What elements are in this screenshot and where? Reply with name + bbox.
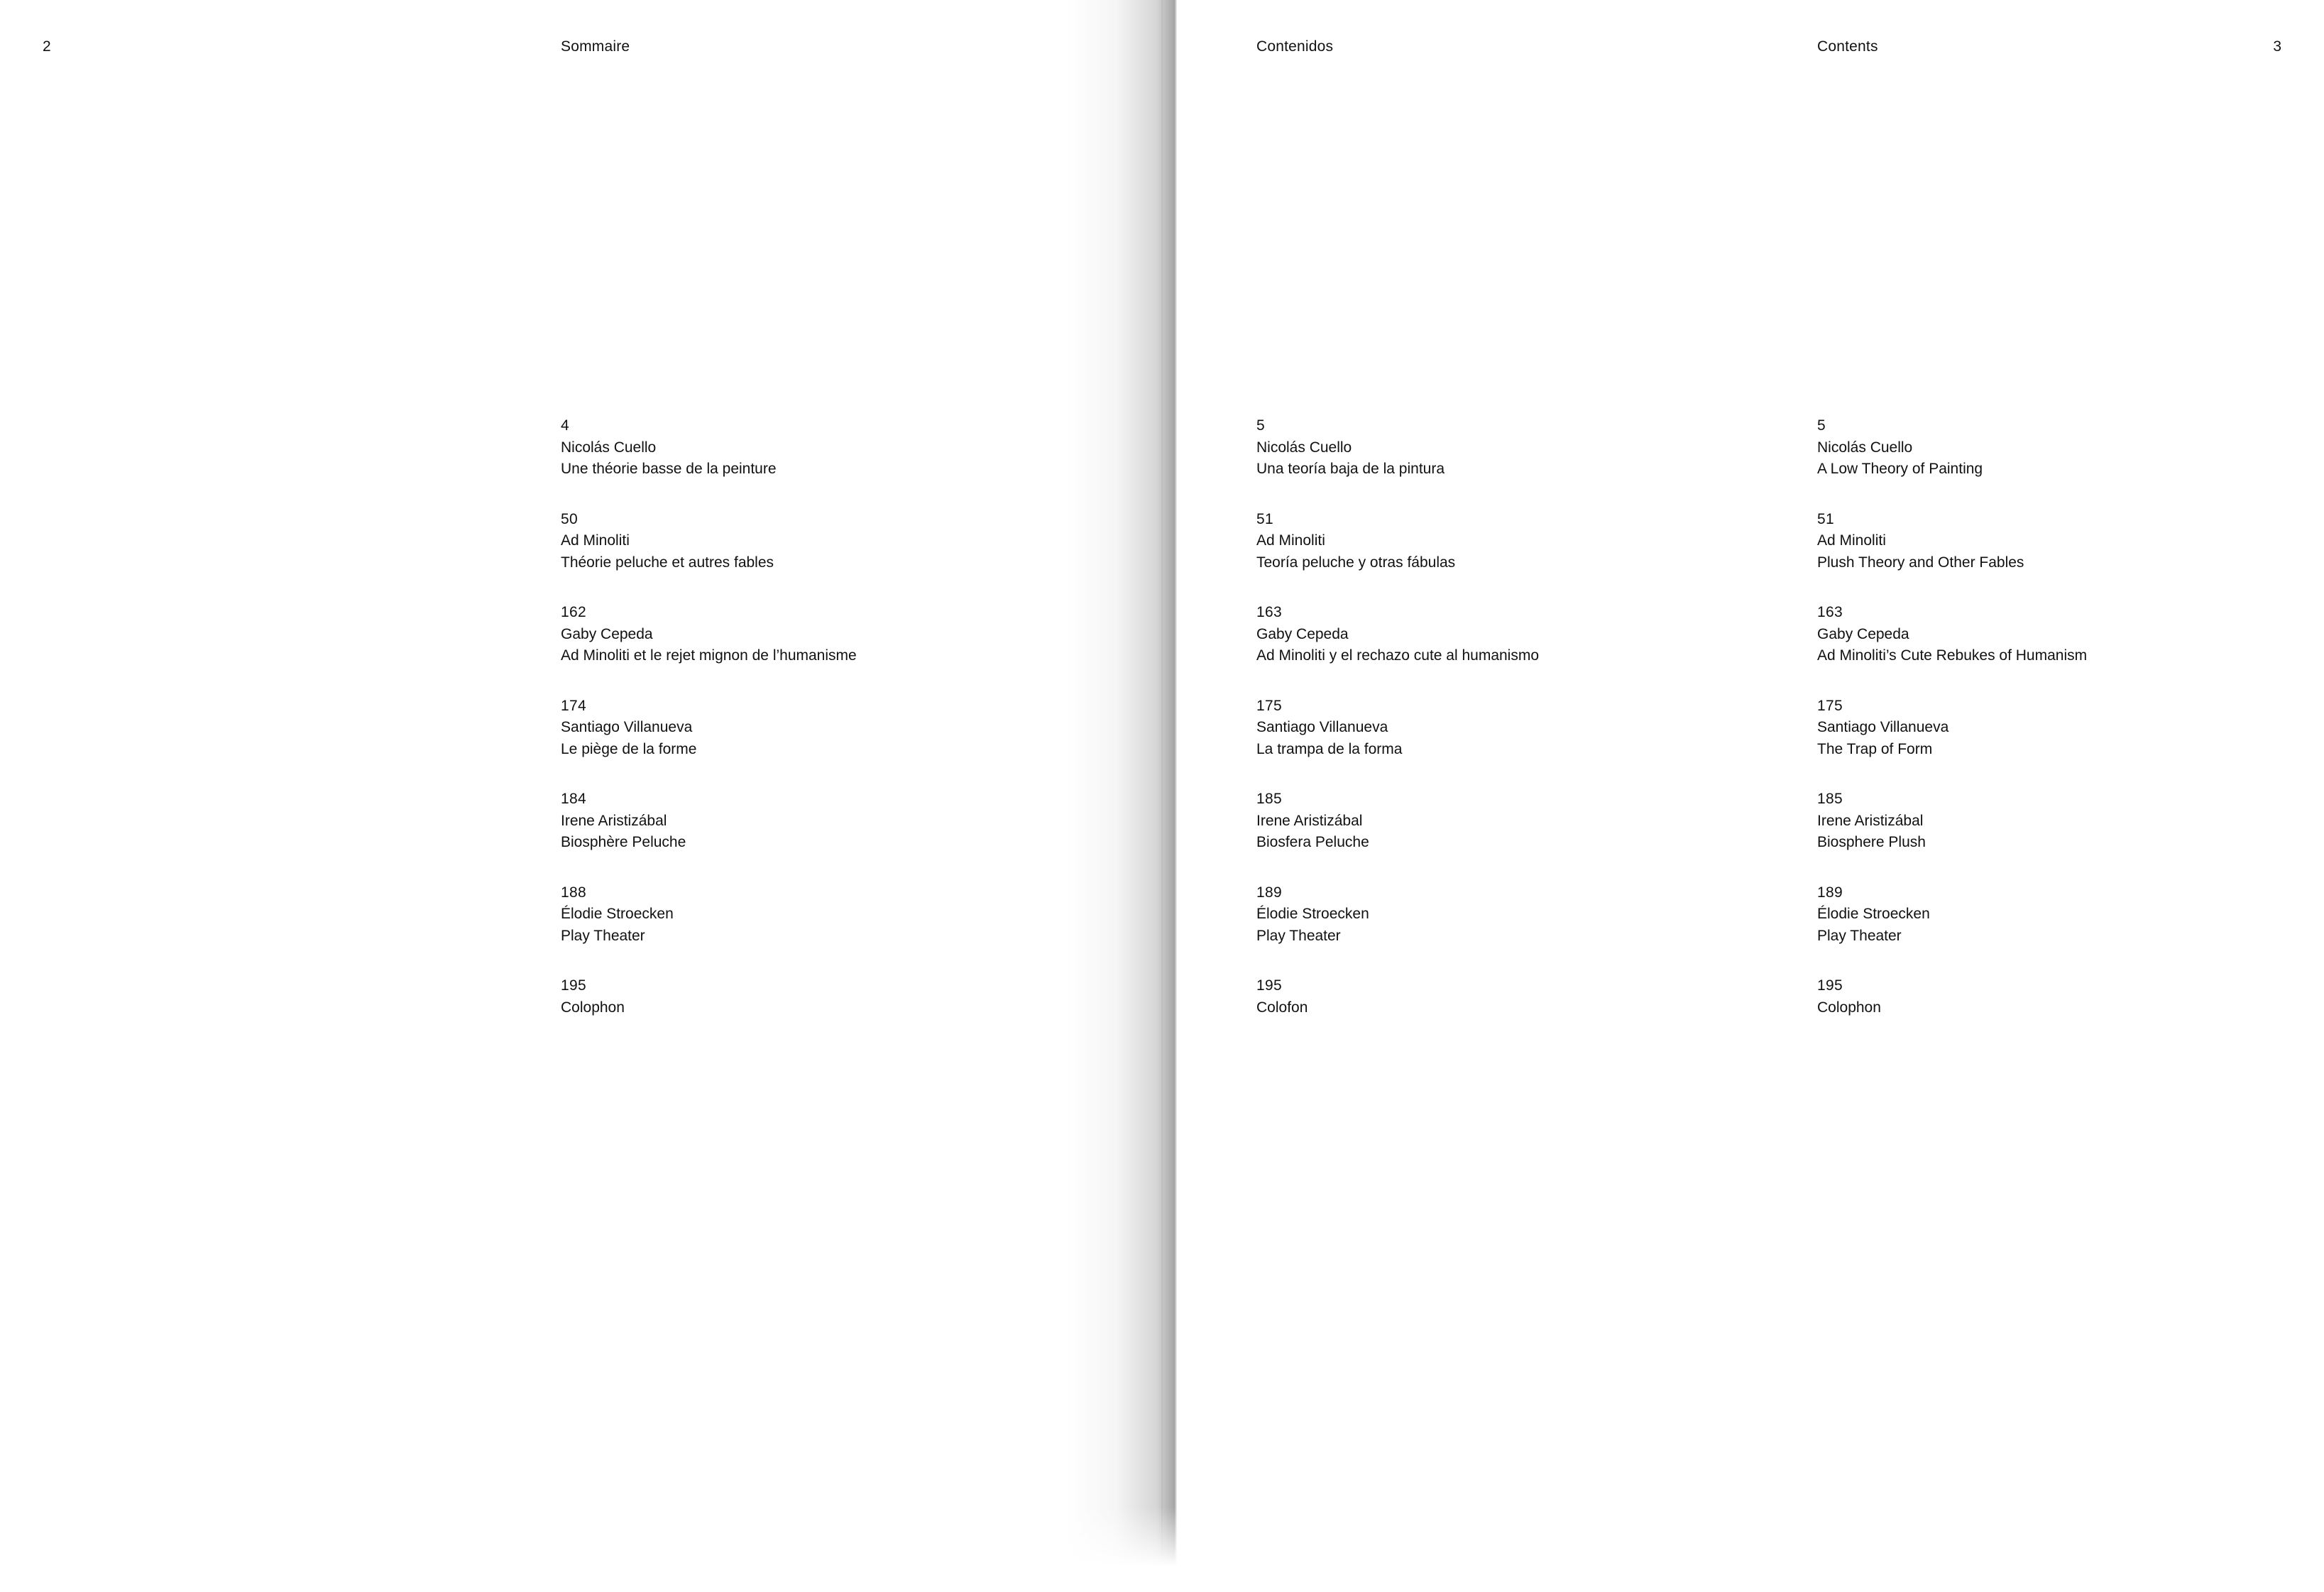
toc-entry[interactable] <box>1256 789 1711 854</box>
toc-entry-title: Le piège de la forme <box>561 740 697 757</box>
toc-entry[interactable] <box>1817 789 2286 854</box>
toc-entry-author: Santiago Villanueva <box>1256 719 1388 735</box>
folio-left: 2 <box>43 38 51 55</box>
toc-entry-page: 174 <box>561 697 586 714</box>
toc-entry-title: Play Theater <box>561 927 645 944</box>
toc-entry-page: 185 <box>1256 791 1282 807</box>
toc-entry[interactable] <box>1256 882 1711 948</box>
toc-entry-page: 163 <box>1256 604 1282 620</box>
toc-entry-page: 175 <box>1817 697 1843 714</box>
toc-entry-author: Colofon <box>1256 999 1308 1016</box>
toc-entry-title: Teoría peluche y otras fábulas <box>1256 554 1456 571</box>
toc-entry-title: Play Theater <box>1817 927 1902 944</box>
toc-entry-title: Play Theater <box>1256 927 1341 944</box>
toc-entry-page: 5 <box>1256 417 1265 434</box>
toc-entry-page: 195 <box>1817 977 1843 994</box>
toc-entry-title: La trampa de la forma <box>1256 740 1403 757</box>
toc-entry-author: Nicolás Cuello <box>1817 439 1913 456</box>
toc-entry[interactable] <box>561 509 1015 574</box>
toc-entry-author: Élodie Stroecken <box>561 906 674 922</box>
toc-entry[interactable] <box>1256 602 1711 667</box>
toc-entry-author: Ad Minoliti <box>1256 532 1325 549</box>
toc-entry[interactable] <box>561 415 1015 481</box>
toc-entry-page: 189 <box>1256 884 1282 901</box>
toc-entry-page: 184 <box>561 791 586 807</box>
toc-entry-page: 5 <box>1817 417 1826 434</box>
toc-entry-title: Una teoría baja de la pintura <box>1256 461 1445 477</box>
toc-entry-page: 195 <box>1256 977 1282 994</box>
toc-entry-author: Élodie Stroecken <box>1256 906 1369 922</box>
toc-entry-title: A Low Theory of Painting <box>1817 461 1983 477</box>
toc-entry-title: Ad Minoliti y el rechazo cute al humanismo <box>1256 647 1540 664</box>
toc-entry[interactable] <box>1256 975 1711 1019</box>
toc-entry[interactable] <box>1817 602 2286 667</box>
toc-entry-title: Ad Minoliti’s Cute Rebukes of Humanism <box>1817 647 2088 664</box>
toc-entry-title: Ad Minoliti et le rejet mignon de l’humanisme <box>561 647 857 664</box>
toc-entry-author: Nicolás Cuello <box>1256 439 1352 456</box>
toc-entry-title: Biosphère Peluche <box>561 834 686 850</box>
toc-entry-author: Gaby Cepeda <box>561 625 653 642</box>
toc-entry-page: 163 <box>1817 604 1843 620</box>
toc-entry[interactable] <box>1256 415 1711 481</box>
toc-entry[interactable] <box>1817 882 2286 948</box>
toc-entry-title: The Trap of Form <box>1817 740 1933 757</box>
toc-entry[interactable] <box>1256 696 1711 761</box>
toc-entry[interactable] <box>561 789 1015 854</box>
toc-entry-author: Irene Aristizábal <box>561 812 667 829</box>
toc-column-english <box>1817 415 2286 1019</box>
toc-entry-page: 4 <box>561 417 569 434</box>
toc-entry[interactable] <box>1817 415 2286 481</box>
toc-entry-page: 185 <box>1817 791 1843 807</box>
toc-entry-title: Plush Theory and Other Fables <box>1817 554 2024 571</box>
toc-entry-author: Ad Minoliti <box>561 532 630 549</box>
toc-column-spanish <box>1256 415 1711 1019</box>
toc-entry-page: 51 <box>1817 510 1834 527</box>
toc-entry-page: 188 <box>561 884 586 901</box>
toc-entry[interactable] <box>1817 509 2286 574</box>
toc-entry[interactable] <box>561 696 1015 761</box>
toc-entry-author: Santiago Villanueva <box>561 719 693 735</box>
toc-entry-title: Biosfera Peluche <box>1256 834 1369 850</box>
toc-entry-author: Irene Aristizábal <box>1817 812 1924 829</box>
toc-entry-page: 189 <box>1817 884 1843 901</box>
toc-entry[interactable] <box>1817 975 2286 1019</box>
toc-entry-page: 51 <box>1256 510 1273 527</box>
toc-entry[interactable] <box>561 975 1015 1019</box>
toc-entry[interactable] <box>561 602 1015 667</box>
toc-entry-author: Irene Aristizábal <box>1256 812 1363 829</box>
toc-entry-author: Colophon <box>1817 999 1881 1016</box>
toc-entry-author: Ad Minoliti <box>1817 532 1886 549</box>
running-head-contents: Contents <box>1817 38 1878 55</box>
toc-entry-author: Nicolás Cuello <box>561 439 657 456</box>
toc-entry-author: Gaby Cepeda <box>1817 625 1909 642</box>
folio-right: 3 <box>2273 38 2281 55</box>
toc-entry-author: Colophon <box>561 999 625 1016</box>
toc-entry-page: 175 <box>1256 697 1282 714</box>
running-head-sommaire: Sommaire <box>561 38 630 55</box>
running-head-contenidos: Contenidos <box>1256 38 1334 55</box>
toc-entry-title: Une théorie basse de la peinture <box>561 461 777 477</box>
toc-entry-author: Gaby Cepeda <box>1256 625 1349 642</box>
toc-entry-author: Élodie Stroecken <box>1817 906 1930 922</box>
toc-entry-page: 195 <box>561 977 586 994</box>
toc-column-french <box>561 415 1015 1019</box>
toc-entry-title: Biosphere Plush <box>1817 834 1926 850</box>
toc-entry[interactable] <box>1256 509 1711 574</box>
toc-entry[interactable] <box>1817 696 2286 761</box>
toc-entry-page: 162 <box>561 604 586 620</box>
toc-entry-page: 50 <box>561 510 578 527</box>
toc-entry[interactable] <box>561 882 1015 948</box>
toc-entry-author: Santiago Villanueva <box>1817 719 1949 735</box>
toc-entry-title: Théorie peluche et autres fables <box>561 554 774 571</box>
